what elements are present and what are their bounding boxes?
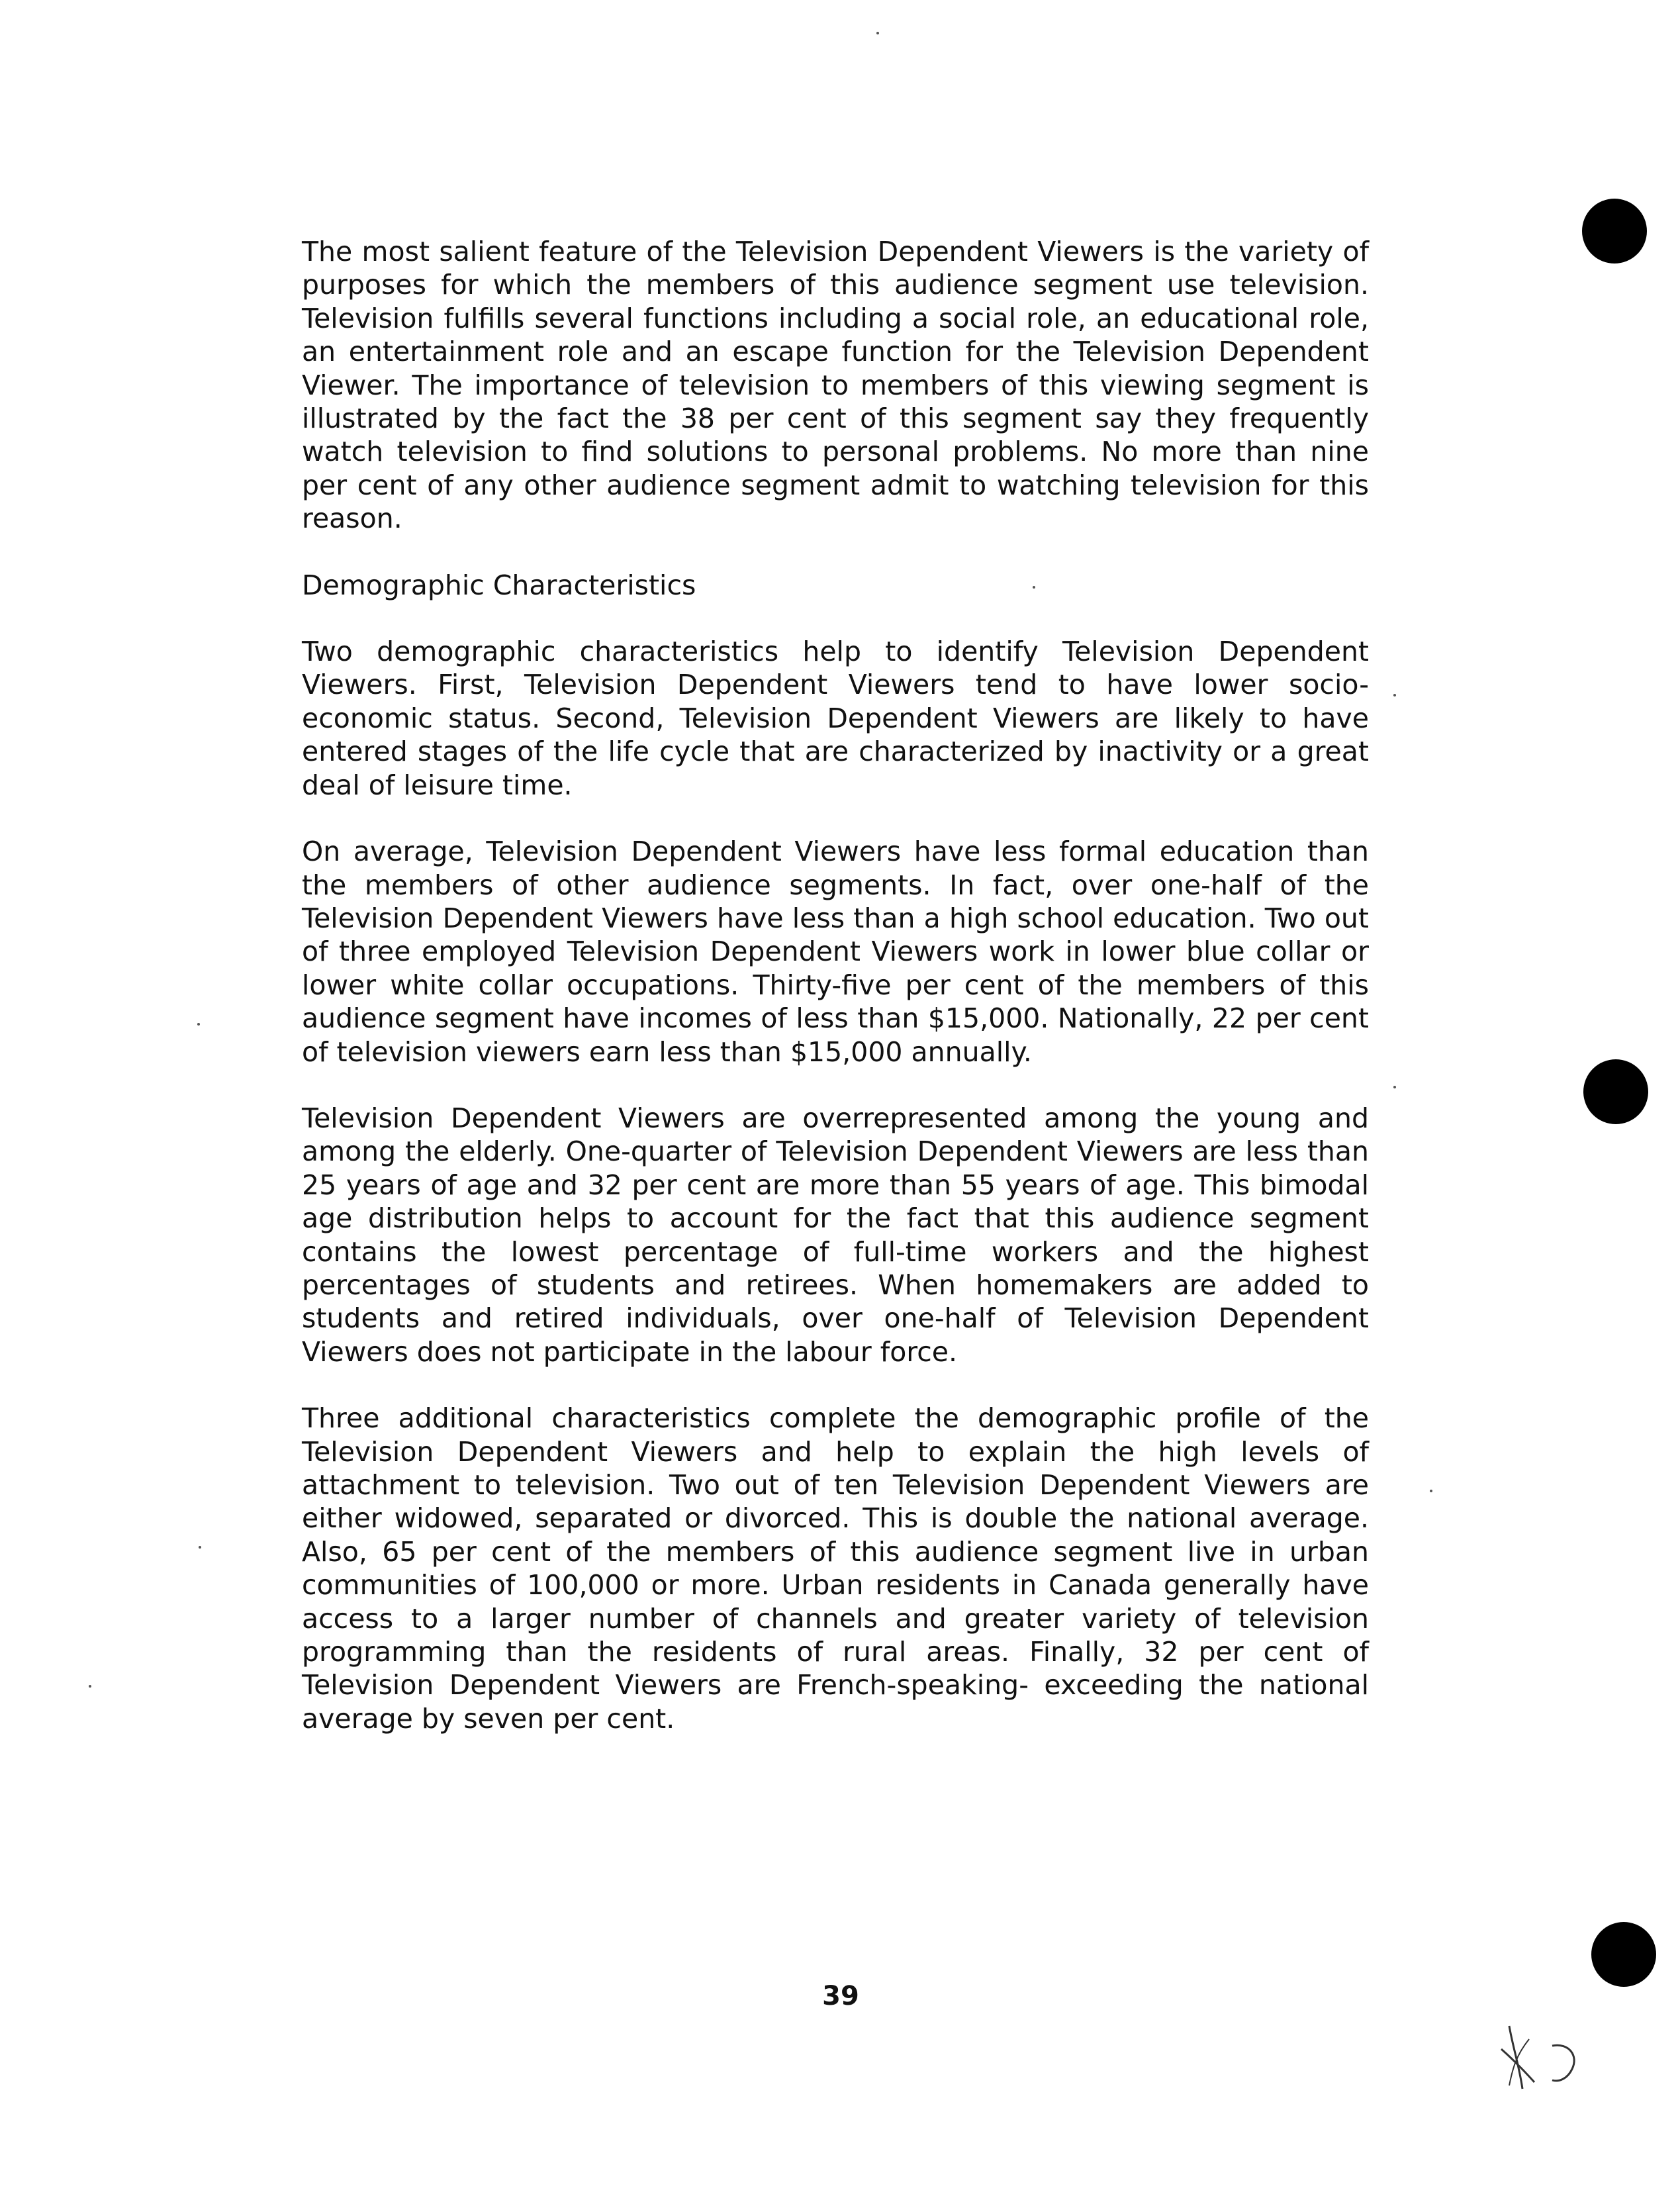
scan-speck	[199, 1546, 201, 1549]
scan-speck	[1430, 1490, 1432, 1492]
scan-speck	[1393, 1086, 1396, 1088]
paragraph-age-distribution: Television Dependent Viewers are overrepresented among the young and among the elderly. One-quarter of Television Dependent Viewers are less than 25 years of age and 32 per cent are more than 55 years of age. This bimodal age distribution helps to account for the fact that this audience segment contains the lowest percentage of full-time workers and the highest percentages of students and retirees. When homemakers are added to students and retired individuals, over one-half of Television Dependent Viewers does not participate in the labour force.	[302, 1102, 1369, 1368]
scan-speck	[1033, 586, 1035, 589]
paragraph-additional-characteristics: Three additional characteristics complete the demographic profile of the Television Dependent Viewers and help to explain the high levels of attachment to television. Two out of ten Television Dependent Viewers are either widowed, separated or divorced. This is double the national average. Also, 65 per cent of the members of this audience segment live in urban communities of 100,000 or more. Urban residents in Canada generally have access to a larger number of channels and greater variety of television programming than the residents of rural areas. Finally, 32 per cent of Television Dependent Viewers are French-speaking- exceeding the national average by seven per cent.	[302, 1402, 1369, 1735]
handwritten-mark-icon	[1496, 2019, 1589, 2099]
scan-speck	[197, 1023, 200, 1026]
paragraph-salient-feature: The most salient feature of the Television Dependent Viewers is the variety of purposes for which the members of this audience segment use television. Television fulfills several functions including a social role, an educational role, an entertainment role and an escape function for the Television Dependent Viewer. The importance of television to members of this viewing segment is illustrated by the fact the 38 per cent of this segment say they frequently watch television to find solutions to personal problems. No more than nine per cent of any other audience segment admit to watching television for this reason.	[302, 236, 1369, 535]
paragraph-demographic-intro: Two demographic characteristics help to identify Television Dependent Viewers. First, Television Dependent Viewers tend to have lower socio-economic status. Second, Television Dependent Viewers are likely to have entered stages of the life cycle that are characterized by inactivity or a great deal of leisure time.	[302, 636, 1369, 801]
page-number: 39	[822, 1981, 859, 2011]
scan-speck	[1393, 694, 1396, 696]
section-heading: Demographic Characteristics	[302, 569, 696, 601]
scan-speck	[876, 32, 879, 34]
punch-hole-bottom	[1591, 1922, 1656, 1987]
punch-hole-middle	[1583, 1059, 1648, 1124]
scan-speck	[89, 1685, 91, 1688]
punch-hole-top	[1582, 199, 1647, 264]
body-text-column	[302, 235, 1369, 1768]
paragraph-education-income: On average, Television Dependent Viewers have less formal education than the members of other audience segments. In fact, over one-half of the Television Dependent Viewers have less than a high school education. Two out of three employed Television Dependent Viewers work in lower blue collar or lower white collar occupations. Thirty-five per cent of the members of this audience segment have incomes of less than $15,000. Nationally, 22 per cent of television viewers earn less than $15,000 annually.	[302, 836, 1369, 1068]
